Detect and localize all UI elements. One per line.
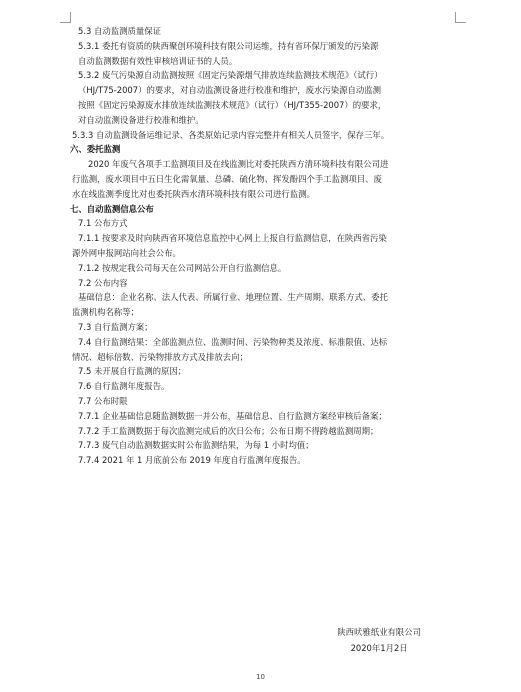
paragraph-line: 5.3.2 废气污染源自动监测按照《固定污染源烟气排放连续监测技术规范》（试行） bbox=[78, 70, 383, 81]
paragraph-line: 7.7.3 废气自动监测数据实时公布监测结果，为每 1 小时均值； bbox=[78, 440, 314, 451]
paragraph-line: 7.7.1 企业基础信息随监测数据一并公布，基础信息、自行监测方案经审核后备案； bbox=[78, 410, 387, 421]
subsection-heading: 7.1 公布方式 bbox=[78, 218, 128, 229]
paragraph-line: 水在线监测季度比对也委托陕西水清环境科技有限公司进行监测。 bbox=[72, 188, 315, 199]
paragraph-line: 情况、超标倍数、污染物排放方式及排放去向； bbox=[72, 351, 248, 362]
section-heading-info-disclosure: 七、自动监测信息公布 bbox=[70, 203, 154, 214]
paragraph-line: 自动监测数据有效性审核培训证书的人员。 bbox=[78, 55, 238, 66]
paragraph-line: （HJ/T75-2007）的要求，对自动监测设备进行校准和维护，废水污染源自动监测 bbox=[78, 85, 381, 96]
margin-corner-mark bbox=[60, 12, 71, 23]
subsection-heading: 7.2 公布内容 bbox=[78, 277, 128, 288]
paragraph-line: 7.5 未开展自行监测的原因； bbox=[78, 366, 187, 377]
paragraph-line: 5.3.3 自动监测设备运维记录、各类原始记录内容完整并有相关人员签字，保存三年。 bbox=[72, 129, 390, 140]
paragraph-line: 5.3.1 委托有资质的陕西聚创环境科技有限公司运维，持有省环保厅颁发的污染源 bbox=[78, 40, 379, 51]
paragraph-line: 对自动监测设备进行校准和维护。 bbox=[78, 114, 204, 125]
paragraph-line: 7.7.2 手工监测数据于每次监测完成后的次日公布；公布日期不得跨越监测周期； bbox=[78, 425, 379, 436]
subsection-heading: 5.3 自动监测质量保证 bbox=[78, 26, 161, 36]
paragraph-line: 7.1.2 按规定我公司每天在公司网站公开自行监测信息。 bbox=[78, 262, 287, 273]
paragraph-line: 源外网申报网站向社会公布。 bbox=[72, 247, 181, 258]
signature-date: 2020年1月2日 bbox=[350, 643, 408, 653]
paragraph-line: 监测机构名称等； bbox=[72, 307, 139, 318]
subsection-heading: 7.7 公布时限 bbox=[78, 395, 128, 406]
page-number: 10 bbox=[256, 673, 265, 681]
paragraph-line: 7.1.1 按要求及时向陕西省环境信息监控中心网上上报自行监测信息，在陕西省污染 bbox=[78, 233, 387, 244]
paragraph-line: 7.4 自行监测结果：全部监测点位、监测时间、污染物种类及浓度、标准限值、达标 bbox=[78, 336, 388, 347]
signature-company: 陕西吠雅纸业有限公司 bbox=[337, 627, 421, 637]
paragraph-line: 7.6 自行监测年度报告。 bbox=[78, 381, 170, 392]
section-heading-entrusted-monitoring: 六、委托监测 bbox=[70, 144, 121, 155]
paragraph-line: 基础信息：企业名称、法人代表、所属行业、地理位置、生产周期、联系方式、委托 bbox=[78, 292, 388, 303]
paragraph-line: 2020 年废气各项手工监测项目及在线监测比对委托陕西方清环境科技有限公司进 bbox=[88, 159, 389, 170]
signature-block bbox=[337, 624, 421, 656]
paragraph-line: 7.3 自行监测方案； bbox=[78, 321, 153, 332]
margin-corner-mark bbox=[455, 12, 466, 23]
paragraph-line: 按照《固定污染源废水排放连续监测技术规范》（试行）（HJ/T355-2007）的要求， bbox=[78, 99, 387, 110]
paragraph-line: 行监测，废水项目中五日生化需氧量、总磷、硫化物、挥发酚四个手工监测项目、废 bbox=[72, 173, 382, 184]
paragraph-line: 7.7.4 2021 年 1 月底前公布 2019 年度自行监测年度报告。 bbox=[78, 455, 306, 466]
document-body bbox=[60, 24, 470, 468]
